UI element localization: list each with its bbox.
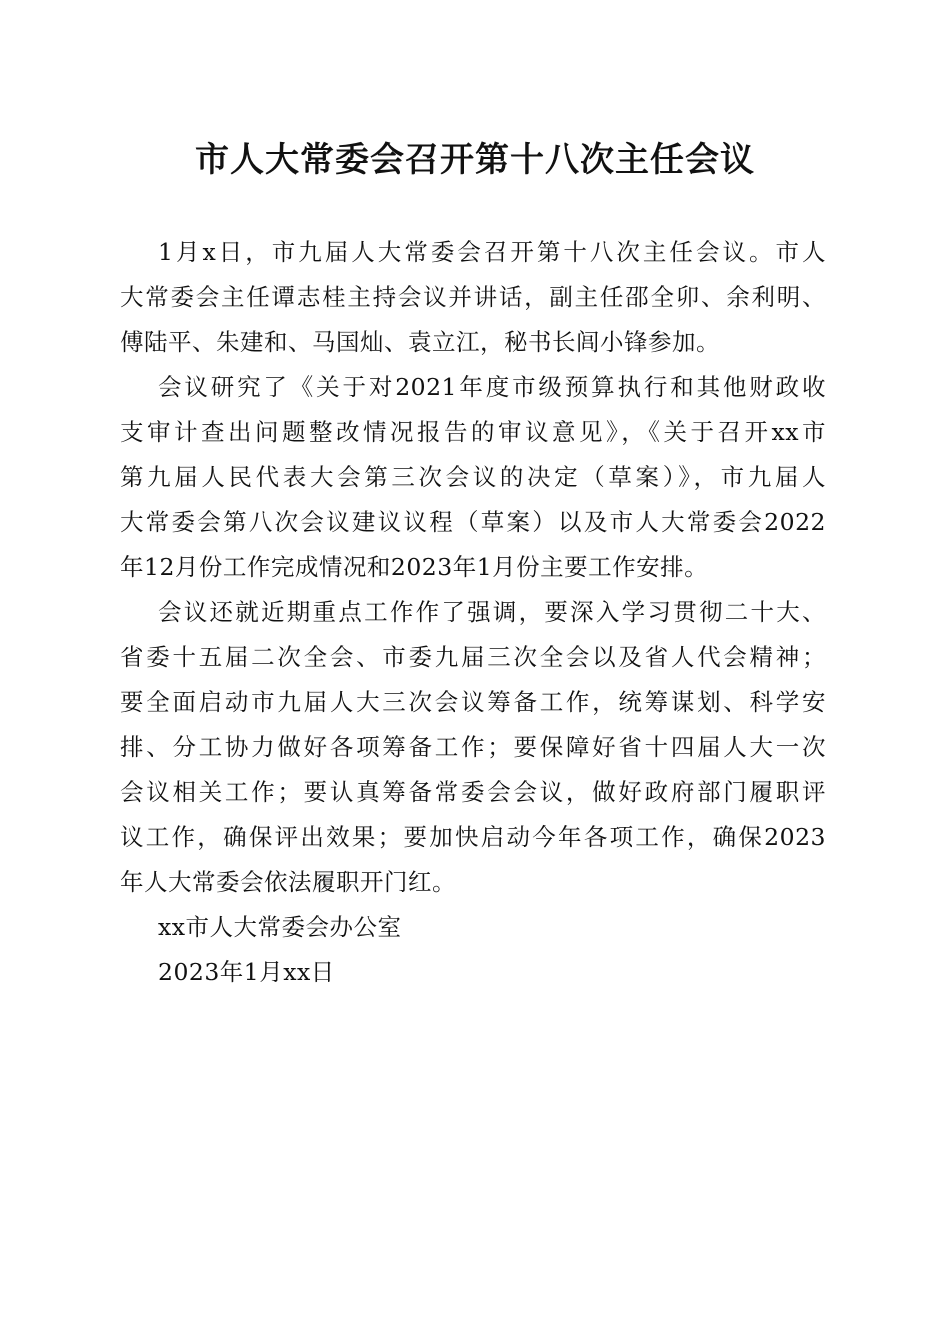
paragraph-2 (120, 365, 826, 590)
document-title: 市人大常委会召开第十八次主任会议 (195, 140, 755, 180)
paragraph-line: 省委十五届二次全会、市委九届三次全会以及省人代会精神； (120, 643, 826, 671)
paragraph-line: 1月x日，市九届人大常委会召开第十八次主任会议。市人 (158, 238, 826, 266)
paragraph-3 (120, 590, 826, 905)
signature-organization: xx市人大常委会办公室 (158, 913, 402, 941)
document-body (120, 230, 826, 995)
paragraph-line: 年人大常委会依法履职开门红。 (120, 868, 456, 896)
paragraph-line: 年12月份工作完成情况和2023年1月份主要工作安排。 (120, 553, 709, 581)
paragraph-line: 傅陆平、朱建和、马国灿、袁立江，秘书长闾小锋参加。 (120, 328, 720, 356)
paragraph-line: 第九届人民代表大会第三次会议的决定（草案）》，市九届人 (120, 463, 826, 491)
paragraph-line: 议工作，确保评出效果；要加快启动今年各项工作，确保2023 (120, 823, 826, 851)
signature-block (120, 905, 826, 995)
paragraph-line: 要全面启动市九届人大三次会议筹备工作，统筹谋划、科学安 (120, 688, 826, 716)
paragraph-line: 排、分工协力做好各项筹备工作；要保障好省十四届人大一次 (120, 733, 826, 761)
paragraph-line: 大常委会第八次会议建议议程（草案）以及市人大常委会2022 (120, 508, 826, 536)
paragraph-line: 会议研究了《关于对2021年度市级预算执行和其他财政收 (158, 373, 826, 401)
paragraph-line: 支审计查出问题整改情况报告的审议意见》，《关于召开xx市 (120, 418, 826, 446)
paragraph-1 (120, 230, 826, 365)
paragraph-line: 大常委会主任谭志桂主持会议并讲话，副主任邵全卯、余利明、 (120, 283, 826, 311)
paragraph-line: 会议还就近期重点工作作了强调，要深入学习贯彻二十大、 (158, 598, 826, 626)
signature-date: 2023年1月xx日 (158, 958, 335, 986)
paragraph-line: 会议相关工作；要认真筹备常委会会议，做好政府部门履职评 (120, 778, 826, 806)
